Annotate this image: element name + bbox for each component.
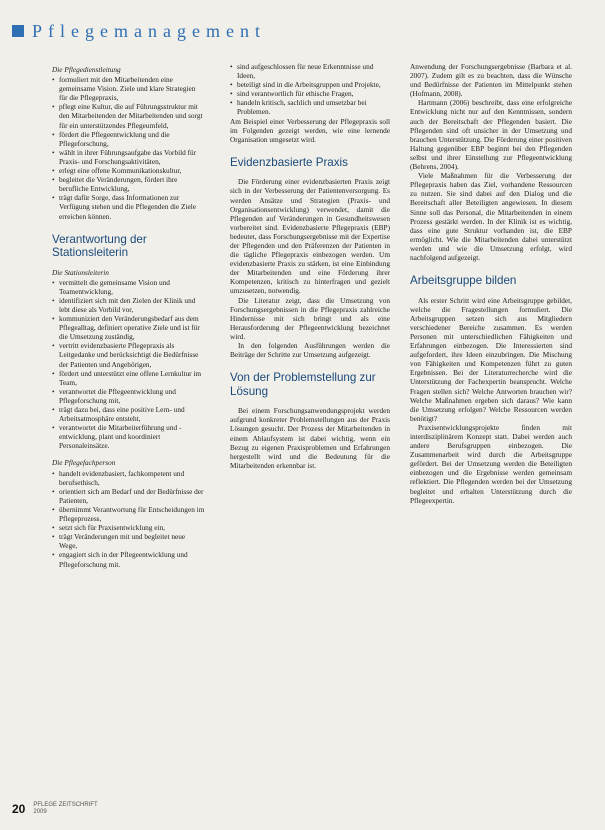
- list-item: • fördert und unterstützt eine offene Lernkultur im Team,: [52, 369, 205, 387]
- continued-list: [230, 62, 390, 117]
- header-square-icon: [12, 25, 24, 37]
- page-number: 20: [12, 802, 26, 816]
- list-item: • trägt Veränderungen mit und begleitet neue Wege,: [52, 532, 205, 550]
- body-paragraph: Die Förderung einer evidenzbasierten Praxis zeigt sich in der Verbesserung der Patientenversorgung. Es werden Ansätze und Strategien (Praxis- und Organisationsentwicklung) verwendet, damit die Pflegenden auf Veränderungen in Gesundheitswesen vorbereitet sind. Evidenzbasierte Pflegepraxis (EBP) bedeutet, dass Forschungsergebnisse mit der Expertise der Pflegenden und den Präferenzen der Patienten in die tägliche Pflegepraxis einbezogen werden. Um evidenzbasierte Praxis zu stärken, ist eine Einbindung der Mitarbeitenden und eine Förderung ihrer Kompetenzen, kritisch zu hinterfragen und gezielt umzusetzen, notwendig.: [230, 177, 390, 296]
- body-paragraph: Die Literatur zeigt, dass die Umsetzung von Forschungsergebnissen in die Pflegepraxis zahlreiche Hindernisse mit sich bringt und als eine Herausforderung der Pflegeentwicklung bezeichnet wird.: [230, 295, 390, 341]
- list-item: • wählt in ihrer Führungsaufgabe das Vorbild für Praxis- und Forschungsaktivitäten,: [52, 148, 205, 166]
- list-item: • engagiert sich in der Pflegeentwicklung und Pflegeforschung mit.: [52, 550, 205, 568]
- role-title-pflegefachperson: Die Pflegefachperson: [52, 458, 116, 468]
- heading-evidenzbasierte-praxis: Evidenzbasierte Praxis: [230, 155, 348, 169]
- column-3: [410, 62, 572, 505]
- list-item: • handelt evidenzbasiert, fachkompetent und berufsethisch,: [52, 469, 205, 487]
- body-paragraph: Viele Maßnahmen für die Verbesserung der Pflegepraxis haben das Ziel, vorhandene Ressourcen zu nutzen. Sie sind dabei auf den Dialog und die Bereitschaft aller Beteiligten angewiesen. In diesem Sinne soll das Personal, die Mitarbeitenden in einem Prozess gestärkt werden. In der Klinik ist es wichtig, dass eine gute Struktur vorhanden ist, die EBP ermöglicht. Wie die Mitarbeitenden dabei unterstützt werden und wie die Umsetzung erfolgt, wird nachfolgend aufgezeigt.: [410, 171, 572, 262]
- list-item: • sind aufgeschlossen für neue Erkenntnisse und Ideen,: [230, 62, 390, 80]
- journal-source: PFLEGE ZEITSCHRIFT 2009: [33, 802, 98, 815]
- list-item: • vermittelt die gemeinsame Vision und Teamentwicklung,: [52, 278, 205, 296]
- list-item: • verantwortet die Pflegeentwicklung und Pflegeforschung mit,: [52, 387, 205, 405]
- list-item: • begleitet die Veränderungen, fördert ihre berufliche Entwicklung,: [52, 175, 205, 193]
- stationsleiterin-list: [52, 278, 205, 451]
- section-title: Pflegemanagement: [32, 20, 266, 41]
- list-item: • vertritt evidenzbasierte Pflegepraxis als Leitgedanke und berücksichtigt die Bedürfnisse der Patienten und Angehörigen,: [52, 341, 205, 368]
- list-item: • kommuniziert den Veränderungsbedarf aus dem Pflegealltag, definiert operative Ziele und ist für die Umsetzung zuständig,: [52, 314, 205, 341]
- pflegefachperson-list: [52, 469, 205, 569]
- body-paragraph: Hartmann (2006) beschreibt, dass eine erfolgreiche Entwicklung nicht nur auf den Kenntnissen, sondern auch der Bereitschaft der Pflegenden basiert. Die Pflegenden sind oft unsicher in der Umsetzung und brauchen Unterstützung. Die Förderung einer positiven Haltung gegenüber EBP beginnt bei den Pflegenden selbst und ihrer Einstellung zur Pflegeentwicklung (Behrens, 2004).: [410, 98, 572, 172]
- body-paragraph: Bei einem Forschungsanwendungsprojekt werden aufgrund konkreter Problemstellungen aus der Praxis Lösungen gesucht. Der Prozess der Mitarbeitenden in einem Ablaufsystem ist dabei wichtig, wenn ein Bezug zu eigenen Praxisproblemen und Erfahrungen hergestellt wird und die Bedeutung für die Mitarbeitenden erkennbar ist.: [230, 406, 390, 470]
- list-item: • sind verantwortlich für ethische Fragen,: [230, 89, 390, 98]
- list-item: • trägt dafür Sorge, dass Informationen zur Verfügung stehen und die Pflegenden die Ziele erreichen können.: [52, 193, 205, 220]
- column-1: [52, 62, 205, 569]
- heading-problemstellung: Von der Problemstellung zur Lösung: [230, 371, 376, 398]
- list-item: • identifiziert sich mit den Zielen der Klinik und lebt diese als Vorbild vor,: [52, 296, 205, 314]
- list-item: • pflegt eine Kultur, die auf Führungsstruktur mit den Mitarbeitenden der Mitarbeitenden und sorgt für ein unterstützendes Pflegeumfeld,: [52, 102, 205, 129]
- list-item: • trägt dazu bei, dass eine positive Lern- und Arbeitsatmosphäre entsteht,: [52, 405, 205, 423]
- body-paragraph: Praxisentwicklungsprojekte finden mit interdisziplinärem Konzept statt. Dabei werden auch andere Berufsgruppen einbezogen. Die Zusammenarbeit wird durch die Arbeitsgruppe gefördert. Bei der Umsetzung werden die Beteiligten einbezogen und die Ergebnisse werden gemeinsam reflektiert. Die Pflegenden werden bei der Umsetzung begleitet und erhalten Unterstützung durch die Pflegeexpertin.: [410, 422, 572, 505]
- list-item: • erlegt eine offene Kommunikationskultur,: [52, 166, 205, 175]
- column-2: [230, 62, 390, 470]
- heading-arbeitsgruppe: Arbeitsgruppe bilden: [410, 274, 517, 288]
- list-item: • handeln kritisch, sachlich und umsetzbar bei Problemen.: [230, 98, 390, 116]
- pdl-list: [52, 75, 205, 221]
- list-item: • orientiert sich am Bedarf und der Bedürfnisse der Patienten,: [52, 487, 205, 505]
- list-item: • formuliert mit den Mitarbeitenden eine gemeinsame Vision. Ziele und klare Strategien für die Pflegepraxis,: [52, 75, 205, 102]
- page-footer: [12, 802, 103, 816]
- list-item: • beteiligt sind in die Arbeitsgruppen und Projekte,: [230, 80, 390, 89]
- body-paragraph: In den folgenden Ausführungen werden die Beiträge der Schritte zur Umsetzung aufgezeigt.: [230, 341, 390, 360]
- role-title-pdl: Die Pflegedienstleitung: [52, 65, 121, 74]
- list-item: • verantwortet die Mitarbeiterführung und -entwicklung, plant und koordiniert Personaleinsätze.: [52, 423, 205, 450]
- body-paragraph: Anwendung der Forschungsergebnisse (Barbara et al. 2007). Zudem gilt es zu beachten, dass die Wünsche und Bedürfnisse der Patienten im Mittelpunkt stehen (Hofmann, 2008).: [410, 62, 572, 99]
- running-header: [12, 20, 266, 42]
- heading-stationsleiterin: Verantwortung der Stationsleiterin: [52, 232, 147, 260]
- intro-paragraph: Am Beispiel einer Verbesserung der Pflegepraxis soll im Folgenden gezeigt werden, wie eine lernende Organisation umgesetzt wird.: [230, 116, 390, 144]
- list-item: • übernimmt Verantwortung für Entscheidungen im Pflegeprozess,: [52, 505, 205, 523]
- role-title-stationsleiterin: Die Stationsleiterin: [52, 267, 109, 277]
- list-item: • setzt sich für Praxisentwicklung ein,: [52, 523, 205, 532]
- list-item: • fördert die Pflegeentwicklung und die Pflegeforschung,: [52, 130, 205, 148]
- body-paragraph: Als erster Schritt wird eine Arbeitsgruppe gebildet, welche die Fragestellungen formuliert. Die Arbeitsgruppen setzen sich aus Mitgliedern verschiedener Bereiche zusammen. Es werden Personen mit unterschiedlichen Fähigkeiten und Erfahrungen einbezogen. Die Interessierten sind aufgefordert, ihre Ideen einzubringen. Die Mischung von Fähigkeiten und Kompetenzen führt zu guten Ergebnissen. Bei der Literaturrecherche wird die Unterstützung der Fachexpertin beansprucht. Welche Fragen stellen sich? Welche Antworten brauchen wir? Welche Maßnahmen ergeben sich daraus? Wie kann die Umsetzung erfolgen? Welche Ressourcen werden benötigt?: [410, 295, 572, 423]
